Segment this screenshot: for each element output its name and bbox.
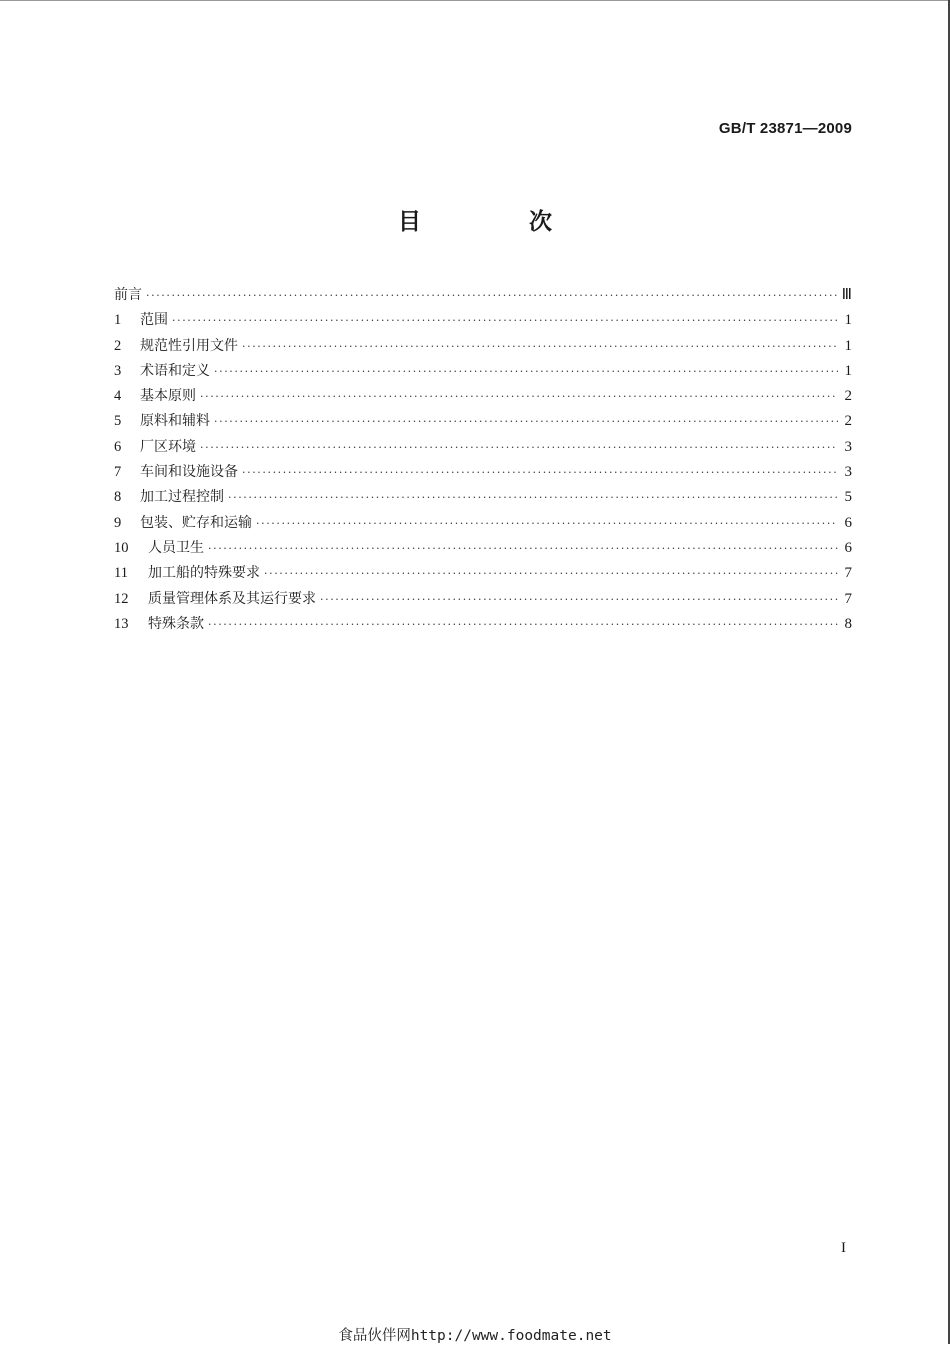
toc-entry-number: 5 <box>114 413 122 430</box>
toc-entry-page: 3 <box>844 464 852 481</box>
toc-entry-page: 3 <box>844 438 852 455</box>
standard-number: GB/T 23871—2009 <box>718 120 852 137</box>
table-of-contents <box>114 283 852 637</box>
toc-entry[interactable] <box>114 587 852 612</box>
toc-entry-number: 12 <box>114 590 129 607</box>
toc-entry-page: 6 <box>844 514 852 531</box>
toc-entry[interactable] <box>114 460 852 485</box>
toc-entry-page: 7 <box>844 565 852 582</box>
toc-entry-number: 1 <box>114 312 122 329</box>
toc-entry-label: 术语和定义 <box>140 362 210 379</box>
toc-dot-leader <box>242 334 838 359</box>
toc-entry-label: 加工船的特殊要求 <box>148 565 260 582</box>
toc-entry-number: 2 <box>114 337 122 354</box>
toc-dot-leader <box>208 536 838 561</box>
toc-entry-page: 5 <box>844 489 852 506</box>
toc-dot-leader <box>228 485 838 510</box>
toc-entry-number: 8 <box>114 489 122 506</box>
toc-entry[interactable] <box>114 409 852 434</box>
toc-entry-label: 特殊条款 <box>148 615 204 632</box>
toc-entry[interactable] <box>114 308 852 333</box>
page-title: 目 次 <box>397 209 602 235</box>
toc-entry-label: 人员卫生 <box>148 539 204 556</box>
toc-dot-leader <box>146 283 838 308</box>
toc-entry-number: 3 <box>114 362 122 379</box>
toc-dot-leader <box>264 561 838 586</box>
toc-entry-page: 1 <box>844 312 852 329</box>
toc-dot-leader <box>200 435 838 460</box>
toc-entry[interactable] <box>114 334 852 359</box>
toc-entry-label: 质量管理体系及其运行要求 <box>148 590 316 607</box>
toc-dot-leader <box>172 308 838 333</box>
toc-entry[interactable] <box>114 359 852 384</box>
toc-entry-page: 1 <box>844 362 852 379</box>
toc-entry-page: 6 <box>844 539 852 556</box>
toc-entry-page: 2 <box>844 388 852 405</box>
toc-entry-page: 1 <box>844 337 852 354</box>
toc-dot-leader <box>320 587 838 612</box>
toc-entry-label: 基本原则 <box>140 388 196 405</box>
toc-entry-page: 7 <box>844 590 852 607</box>
toc-entry-label: 加工过程控制 <box>140 489 224 506</box>
page-number: I <box>841 1240 846 1256</box>
toc-entry-number: 7 <box>114 464 122 481</box>
toc-entry[interactable] <box>114 561 852 586</box>
toc-entry[interactable] <box>114 612 852 637</box>
toc-entry-page: Ⅲ <box>841 287 852 303</box>
toc-dot-leader <box>214 409 838 434</box>
toc-dot-leader <box>242 460 838 485</box>
toc-entry[interactable] <box>114 536 852 561</box>
toc-entry[interactable] <box>114 283 852 308</box>
toc-entry-label: 范围 <box>140 312 168 329</box>
toc-entry-page: 2 <box>844 413 852 430</box>
toc-entry-label: 规范性引用文件 <box>140 337 238 354</box>
toc-entry-number: 13 <box>114 615 129 632</box>
toc-entry[interactable] <box>114 435 852 460</box>
toc-dot-leader <box>256 511 838 536</box>
toc-entry[interactable] <box>114 384 852 409</box>
toc-entry-number: 11 <box>114 565 128 582</box>
toc-entry-number: 10 <box>114 539 129 556</box>
toc-entry-number: 4 <box>114 388 122 405</box>
toc-dot-leader <box>214 359 838 384</box>
toc-entry[interactable] <box>114 485 852 510</box>
watermark-text: 食品伙伴网http://www.foodmate.net <box>338 1328 612 1344</box>
toc-entry[interactable] <box>114 511 852 536</box>
toc-entry-label: 前言 <box>114 287 142 303</box>
toc-entry-page: 8 <box>844 615 852 632</box>
scan-top-edge <box>0 0 950 1</box>
toc-entry-label: 包装、贮存和运输 <box>140 514 252 531</box>
toc-entry-label: 厂区环境 <box>140 438 196 455</box>
toc-dot-leader <box>200 384 838 409</box>
toc-dot-leader <box>208 612 838 637</box>
toc-entry-label: 车间和设施设备 <box>140 464 238 481</box>
toc-entry-label: 原料和辅料 <box>140 413 210 430</box>
toc-entry-number: 9 <box>114 514 122 531</box>
toc-entry-number: 6 <box>114 438 122 455</box>
